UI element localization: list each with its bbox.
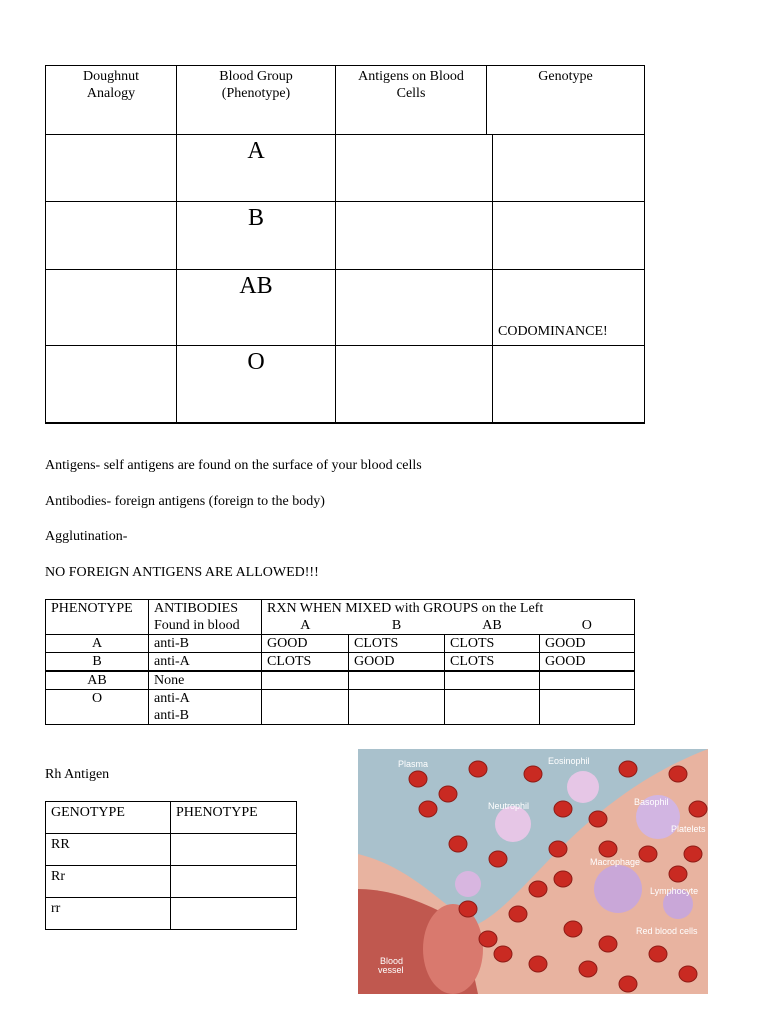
label-neutrophil: Neutrophil <box>488 801 530 811</box>
blood-group-a: A <box>247 138 265 164</box>
agglutination-definition: Agglutination- <box>45 529 128 544</box>
header-antigens <box>336 68 486 102</box>
red-blood-cell <box>579 961 597 977</box>
header-line: Analogy <box>86 86 136 101</box>
red-blood-cell <box>529 881 547 897</box>
rxn-cell: CLOTS <box>445 653 540 672</box>
red-blood-cell <box>494 946 512 962</box>
red-blood-cell <box>619 976 637 992</box>
rxn-cell: GOOD <box>262 635 349 653</box>
header-line: ANTIBODIES <box>154 601 238 616</box>
rh-table <box>45 801 297 930</box>
rxn-cell: GOOD <box>349 653 445 672</box>
phenotype-cell <box>171 834 297 866</box>
antibody-reaction-table <box>45 599 635 725</box>
red-blood-cell <box>449 836 467 852</box>
antibodies-definition: Antibodies- foreign antigens (foreign to the body) <box>45 494 325 509</box>
codominance-note: CODOMINANCE! <box>498 324 608 339</box>
blood-group-ab: AB <box>239 273 273 299</box>
red-blood-cell <box>689 801 707 817</box>
rxn-cell: CLOTS <box>445 635 540 653</box>
header-doughnut-analogy <box>46 68 176 102</box>
label-eosinophil: Eosinophil <box>548 756 590 766</box>
antibodies-cell: anti-A <box>149 653 262 672</box>
rxn-cell <box>349 671 445 690</box>
red-blood-cell <box>489 851 507 867</box>
header-blood-group <box>177 68 335 102</box>
header-line: Genotype <box>538 69 593 84</box>
phenotype-cell <box>171 898 297 930</box>
red-blood-cell <box>564 921 582 937</box>
column-divider <box>486 66 487 134</box>
rh-antigen-title: Rh Antigen <box>45 767 110 782</box>
label-plasma: Plasma <box>398 759 429 769</box>
header-rxn: RXN WHEN MIXED with GROUPS on the Left <box>262 600 635 618</box>
rxn-group-o: O <box>540 617 635 635</box>
rxn-cell <box>445 671 540 690</box>
table-row <box>46 834 297 866</box>
antigens-definition: Antigens- self antigens are found on the surface of your blood cells <box>45 458 422 473</box>
header-line: Cells <box>396 86 426 101</box>
red-blood-cell <box>554 801 572 817</box>
genotype-cell: Rr <box>46 866 171 898</box>
header-line: Blood Group <box>219 69 293 84</box>
rxn-cell <box>262 690 349 725</box>
rxn-cell: GOOD <box>540 653 635 672</box>
rxn-group-ab: AB <box>482 618 502 633</box>
rxn-cell <box>540 690 635 725</box>
phenotype-cell: O <box>46 690 149 725</box>
red-blood-cell <box>524 766 542 782</box>
antibodies-cell <box>149 690 262 725</box>
label-macrophage: Macrophage <box>590 857 641 867</box>
header-genotype: GENOTYPE <box>46 802 171 834</box>
genotype-cell: rr <box>46 898 171 930</box>
genotype-cell: RR <box>46 834 171 866</box>
red-blood-cell <box>599 936 617 952</box>
table-row <box>46 866 297 898</box>
table-row <box>46 898 297 930</box>
label-vessel: vessel <box>378 965 404 975</box>
rxn-cell: CLOTS <box>349 635 445 653</box>
row-divider <box>46 269 644 270</box>
header-line: Antigens on Blood <box>358 69 464 84</box>
antibodies-cell: None <box>149 671 262 690</box>
red-blood-cell <box>419 801 437 817</box>
rxn-cell <box>349 690 445 725</box>
eosinophil-cell <box>567 771 599 803</box>
header-phenotype: PHENOTYPE <box>46 600 149 635</box>
red-blood-cell <box>529 956 547 972</box>
red-blood-cell <box>409 771 427 787</box>
header-genotype <box>487 68 644 85</box>
red-blood-cell <box>439 786 457 802</box>
rxn-cell <box>262 671 349 690</box>
red-blood-cell <box>649 946 667 962</box>
label-blood: Blood <box>380 956 404 966</box>
rxn-group-a: A <box>262 617 349 635</box>
red-blood-cell <box>669 866 687 882</box>
row-divider <box>46 345 644 346</box>
red-blood-cell <box>679 966 697 982</box>
red-blood-cell <box>479 931 497 947</box>
rxn-group-b: B <box>391 618 402 633</box>
red-blood-cell <box>589 811 607 827</box>
neutrophil-cell <box>495 806 531 842</box>
header-line: (Phenotype) <box>221 86 291 101</box>
table-row <box>46 635 635 653</box>
phenotype-cell: A <box>46 635 149 653</box>
antibody-line: anti-B <box>154 708 189 723</box>
header-line: Doughnut <box>83 69 139 84</box>
header-antibodies <box>149 600 262 635</box>
table-row <box>46 802 297 834</box>
blood-group-o: O <box>247 349 265 375</box>
row-divider <box>46 201 644 202</box>
macrophage-cell <box>594 865 642 913</box>
red-blood-cell <box>639 846 657 862</box>
blood-group-b: B <box>247 205 264 231</box>
rxn-cell: CLOTS <box>262 653 349 672</box>
table-row <box>46 690 635 725</box>
red-blood-cell <box>549 841 567 857</box>
row-divider <box>46 134 644 135</box>
red-blood-cell <box>469 761 487 777</box>
vessel-opening <box>423 904 483 994</box>
phenotype-cell: B <box>46 653 149 672</box>
label-red-blood-cells: Red blood cells <box>636 926 698 936</box>
column-divider <box>492 134 493 422</box>
antibody-line: anti-A <box>154 691 190 706</box>
rxn-cell <box>540 671 635 690</box>
header-phenotype: PHENOTYPE <box>171 802 297 834</box>
column-divider <box>335 66 336 422</box>
table-row <box>46 600 635 618</box>
white-blood-cell <box>455 871 481 897</box>
rxn-cell: GOOD <box>540 635 635 653</box>
label-platelets: Platelets <box>671 824 706 834</box>
rule-statement: NO FOREIGN ANTIGENS ARE ALLOWED!!! <box>45 565 319 580</box>
header-line: Found in blood <box>154 618 240 633</box>
antibodies-cell: anti-B <box>149 635 262 653</box>
table-row <box>46 671 635 690</box>
red-blood-cell <box>459 901 477 917</box>
blood-group-table <box>45 65 645 424</box>
red-blood-cell <box>509 906 527 922</box>
phenotype-cell <box>171 866 297 898</box>
red-blood-cell <box>669 766 687 782</box>
blood-cells-illustration <box>358 749 708 994</box>
red-blood-cell <box>619 761 637 777</box>
phenotype-cell: AB <box>46 671 149 690</box>
red-blood-cell <box>554 871 572 887</box>
rxn-cell <box>445 690 540 725</box>
table-row <box>46 653 635 672</box>
label-lymphocyte: Lymphocyte <box>650 886 699 896</box>
red-blood-cell <box>684 846 702 862</box>
label-basophil: Basophil <box>634 797 669 807</box>
red-blood-cell <box>599 841 617 857</box>
